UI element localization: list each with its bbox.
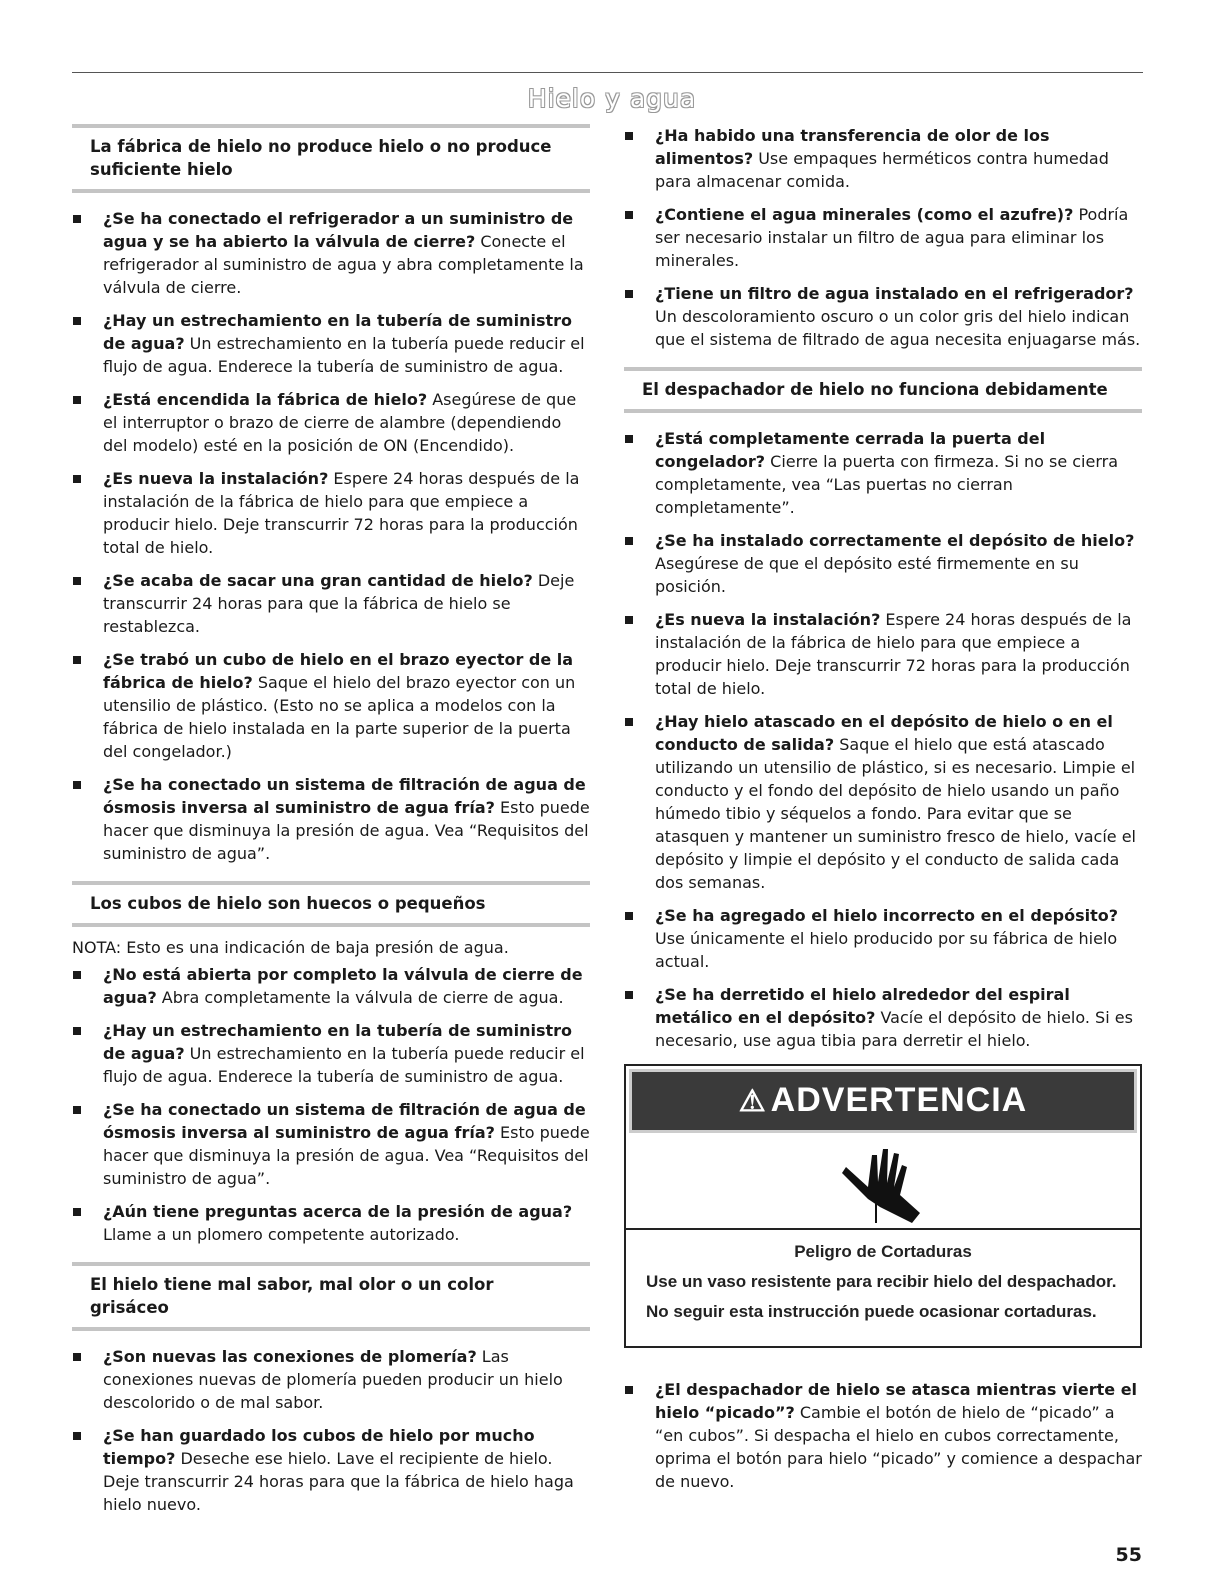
section-dispenser — [624, 367, 1142, 1052]
warning-banner-text: ADVERTENCIA — [770, 1081, 1028, 1119]
list-item — [624, 904, 1142, 973]
question-text: ¿Se ha conectado el refrigerador a un suministro de agua y se ha abierto la válvula de cierre? — [103, 209, 574, 251]
bullet-icon — [73, 1027, 81, 1035]
answer-text: Llame a un plomero competente autorizado. — [103, 1225, 460, 1244]
answer-text: Podría ser necesario instalar un filtro de agua para eliminar los minerales. — [655, 205, 1129, 270]
bullet-icon — [625, 211, 633, 219]
answer-text: Deseche ese hielo. Lave el recipiente de hielo. Deje transcurrir 24 horas para que la fábrica de hielo haga hielo nuevo. — [103, 1449, 574, 1514]
warning-banner — [629, 1069, 1137, 1133]
answer-text: Un estrechamiento en la tubería puede reducir el flujo de agua. Enderece la tubería de suministro de agua. — [103, 1044, 585, 1086]
list-item — [624, 427, 1142, 519]
question-text: ¿No está abierta por completo la válvula de cierre de agua? — [103, 965, 583, 1007]
question-text: ¿Se trabó un cubo de hielo en el brazo eyector de la fábrica de hielo? — [103, 650, 574, 692]
list-item — [72, 1424, 590, 1516]
bullet-icon — [73, 971, 81, 979]
bullet-icon — [625, 718, 633, 726]
left-column — [72, 124, 590, 1526]
answer-text: Use empaques herméticos contra humedad para almacenar comida. — [655, 149, 1109, 191]
warning-title: Peligro de Cortaduras — [794, 1242, 972, 1261]
question-text: ¿Se ha agregado el hielo incorrecto en el depósito? — [655, 906, 1118, 925]
answer-text: Deje transcurrir 24 horas para que la fábrica de hielo se restablezca. — [103, 571, 575, 636]
qa-list — [72, 1345, 590, 1516]
answer-text: Use únicamente el hielo producido por su fábrica de hielo actual. — [655, 929, 1118, 971]
qa-list — [624, 427, 1142, 1052]
answer-text: Las conexiones nuevas de plomería pueden producir un hielo descolorido o de mal sabor. — [103, 1347, 563, 1412]
list-item — [72, 207, 590, 299]
answer-text: Vacíe el depósito de hielo. Si es necesario, use agua tibia para derretir el hielo. — [655, 1008, 1133, 1050]
question-text: ¿Se ha conectado un sistema de filtración de agua de ósmosis inversa al suministro de agua fría? — [103, 775, 586, 817]
section-heading: El despachador de hielo no funciona debidamente — [624, 367, 1142, 413]
answer-text: Un descoloramiento oscuro o un color gris del hielo indican que el sistema de filtrado de agua necesita enjuagarse más. — [655, 307, 1141, 349]
section-heading: Los cubos de hielo son huecos o pequeños — [72, 881, 590, 927]
question-text: ¿Ha habido una transferencia de olor de los alimentos? — [655, 126, 1050, 168]
question-text: ¿Es nueva la instalación? — [103, 469, 329, 488]
list-item — [72, 1019, 590, 1088]
hazard-symbol — [626, 1136, 1140, 1228]
list-item — [624, 124, 1142, 193]
answer-text: Conecte el refrigerador al suministro de agua y abra completamente la válvula de cierre. — [103, 232, 584, 297]
section-heading: La fábrica de hielo no produce hielo o no produce suficiente hielo — [72, 124, 590, 193]
question-text: ¿Contiene el agua minerales (como el azufre)? — [655, 205, 1074, 224]
answer-text: Asegúrese de que el depósito esté firmemente en su posición. — [655, 554, 1079, 596]
answer-text: Esto puede hacer que disminuya la presión de agua. Vea “Requisitos del suministro de agua”. — [103, 798, 590, 863]
list-item — [624, 608, 1142, 700]
page-number: 55 — [1115, 1544, 1142, 1566]
warning-body — [626, 1228, 1140, 1346]
bullet-icon — [73, 317, 81, 325]
list-item — [72, 309, 590, 378]
question-text: ¿Se ha derretido el hielo alrededor del espiral metálico en el depósito? — [655, 985, 1070, 1027]
answer-text: Espere 24 horas después de la instalación de la fábrica de hielo para que empiece a producir hielo. Deje transcurrir 72 horas para la producción total de hielo. — [655, 610, 1132, 698]
bullet-icon — [625, 912, 633, 920]
top-rule — [72, 72, 1143, 73]
list-item — [72, 388, 590, 457]
list-item — [624, 203, 1142, 272]
page-title: Hielo y agua — [527, 84, 697, 113]
question-text: ¿Es nueva la instalación? — [655, 610, 881, 629]
qa-list — [72, 963, 590, 1246]
right-column — [624, 124, 1142, 1503]
list-item — [624, 1378, 1142, 1493]
bullet-icon — [73, 656, 81, 664]
bullet-icon — [73, 1208, 81, 1216]
answer-text: Cierre la puerta con firmeza. Si no se cierra completamente, vea “Las puertas no cierran completamente”. — [655, 452, 1119, 517]
list-item — [72, 467, 590, 559]
warning-consequence: No seguir esta instrucción puede ocasionar cortaduras. — [646, 1302, 1097, 1321]
section-ice-production — [72, 124, 590, 865]
bullet-icon — [73, 1353, 81, 1361]
list-item — [72, 1098, 590, 1190]
bullet-icon — [73, 215, 81, 223]
answer-text: Esto puede hacer que disminuya la presión de agua. Vea “Requisitos del suministro de agua”. — [103, 1123, 590, 1188]
list-item — [624, 710, 1142, 894]
list-item — [624, 983, 1142, 1052]
list-item — [72, 1200, 590, 1246]
note-text: NOTA: Esto es una indicación de baja presión de agua. — [72, 938, 509, 957]
list-item — [624, 282, 1142, 351]
answer-text: Saque el hielo del brazo eyector con un utensilio de plástico. (Esto no se aplica a modelos con la fábrica de hielo instalada en la parte superior de la puerta del congelador.) — [103, 673, 576, 761]
question-text: ¿Está encendida la fábrica de hielo? — [103, 390, 428, 409]
list-item — [72, 1345, 590, 1414]
bullet-icon — [625, 435, 633, 443]
qa-list — [624, 124, 1142, 351]
warning-text: Use un vaso resistente para recibir hielo del despachador. — [646, 1272, 1117, 1291]
cut-hand-icon — [828, 1137, 938, 1227]
question-text: ¿El despachador de hielo se atasca mientras vierte el hielo “picado”? — [655, 1380, 1138, 1422]
bullet-icon — [625, 616, 633, 624]
bullet-icon — [73, 1106, 81, 1114]
warning-triangle-icon: ⚠ — [738, 1085, 767, 1118]
bullet-icon — [73, 396, 81, 404]
list-item — [624, 529, 1142, 598]
bullet-icon — [625, 132, 633, 140]
bullet-icon — [625, 290, 633, 298]
qa-list — [624, 1378, 1142, 1493]
question-text: ¿Se han guardado los cubos de hielo por mucho tiempo? — [103, 1426, 535, 1468]
question-text: ¿Está completamente cerrada la puerta del congelador? — [655, 429, 1046, 471]
question-text: ¿Aún tiene preguntas acerca de la presión de agua? — [103, 1202, 573, 1221]
bullet-icon — [73, 475, 81, 483]
question-text: ¿Hay hielo atascado en el depósito de hielo o en el conducto de salida? — [655, 712, 1113, 754]
answer-text: Cambie el botón de hielo de “picado” a “en cubos”. Si despacha el hielo en cubos correctamente, oprima el botón para hielo “picado” y comience a despachar de nuevo. — [655, 1403, 1142, 1491]
bullet-icon — [73, 577, 81, 585]
section-hollow-cubes — [72, 881, 590, 1246]
answer-text: Saque el hielo que está atascado utilizando un utensilio de plástico, si es necesario. Limpie el conducto y el fondo del depósito de hielo usando un paño húmedo tibio y séquelos a fondo. Para evitar que se atasquen y mantener un suministro fresco de hielo, vacíe el depósito y limpie el depósito y el conducto de salida cada dos semanas. — [655, 735, 1136, 892]
question-text: ¿Son nuevas las conexiones de plomería? — [103, 1347, 477, 1366]
question-text: ¿Se acaba de sacar una gran cantidad de hielo? — [103, 571, 533, 590]
bullet-icon — [73, 1432, 81, 1440]
list-item — [72, 648, 590, 763]
bullet-icon — [73, 781, 81, 789]
bullet-icon — [625, 537, 633, 545]
question-text: ¿Hay un estrechamiento en la tubería de suministro de agua? — [103, 1021, 572, 1063]
question-text: ¿Tiene un filtro de agua instalado en el refrigerador? — [655, 284, 1134, 303]
list-item — [72, 569, 590, 638]
question-text: ¿Se ha conectado un sistema de filtración de agua de ósmosis inversa al suministro de agua fría? — [103, 1100, 586, 1142]
section-heading: El hielo tiene mal sabor, mal olor o un color grisáceo — [72, 1262, 590, 1331]
qa-list — [72, 207, 590, 865]
question-text: ¿Hay un estrechamiento en la tubería de suministro de agua? — [103, 311, 572, 353]
list-item — [72, 963, 590, 1009]
answer-text: Un estrechamiento en la tubería puede reducir el flujo de agua. Enderece la tubería de suministro de agua. — [103, 334, 585, 376]
answer-text: Abra completamente la válvula de cierre de agua. — [156, 988, 564, 1007]
answer-text: Espere 24 horas después de la instalación de la fábrica de hielo para que empiece a producir hielo. Deje transcurrir 72 horas para la producción total de hielo. — [103, 469, 580, 557]
bullet-icon — [625, 991, 633, 999]
list-item — [72, 773, 590, 865]
bullet-icon — [625, 1386, 633, 1394]
answer-text: Asegúrese de que el interruptor o brazo de cierre de alambre (dependiendo del modelo) esté en la posición de ON (Encendido). — [103, 390, 577, 455]
warning-box — [624, 1064, 1142, 1348]
section-bad-taste — [72, 1262, 590, 1516]
question-text: ¿Se ha instalado correctamente el depósito de hielo? — [655, 531, 1135, 550]
